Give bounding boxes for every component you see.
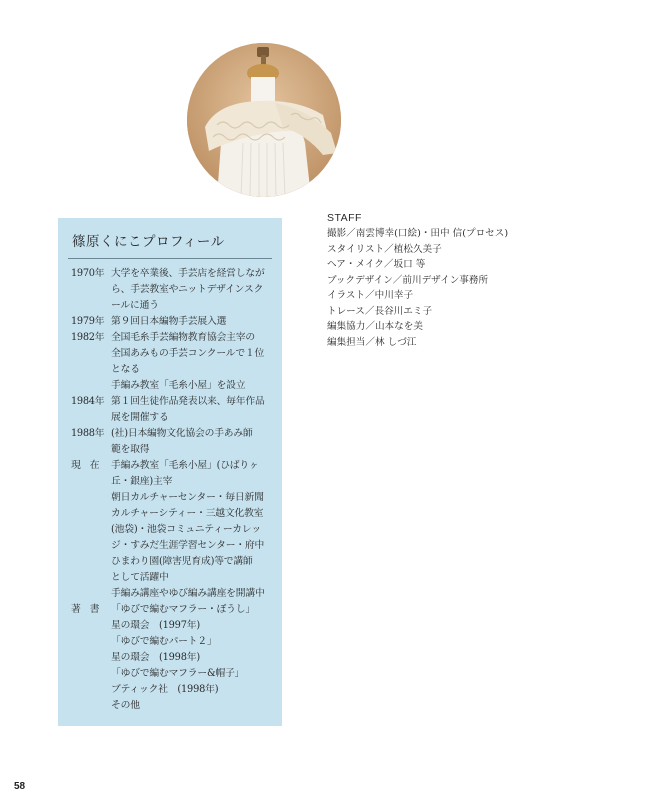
entry-line: 第１回生徒作品発表以来、毎年作品 <box>111 396 265 407</box>
scarf-illustration <box>187 43 341 197</box>
entry-line: ールに通う <box>111 300 159 311</box>
entry-year: 現在 <box>71 460 109 471</box>
entry-line: 星の環会 (1997年) <box>111 620 200 631</box>
entry-line: 手編み教室「毛糸小屋」(ひばりヶ <box>111 460 259 471</box>
entry-line: ジ・すみだ生涯学習センター・府中 <box>111 540 265 551</box>
staff-credit-line: スタイリスト／植松久美子 <box>327 243 442 255</box>
entry-line: として活躍中 <box>111 572 169 583</box>
entry-line: 全国毛糸手芸編物教育協会主宰の <box>111 332 255 343</box>
entry-line: 丘・銀座)主宰 <box>111 476 173 487</box>
staff-credits <box>327 210 567 350</box>
profile-entry-1984 <box>71 394 279 426</box>
entry-line: ブティック社 (1998年) <box>111 684 219 695</box>
entry-year: 1970年 <box>71 268 105 279</box>
profile-divider <box>68 258 272 259</box>
entry-line: (池袋)・池袋コミュニティーカレッ <box>111 524 261 535</box>
staff-credit-line: イラスト／中川幸子 <box>327 290 414 301</box>
staff-credit-line: ブックデザイン／前川デザイン事務所 <box>327 274 489 286</box>
entry-year: 1988年 <box>71 428 105 439</box>
entry-line: その他 <box>111 700 140 711</box>
entry-line: 「ゆびで編むマフラー・ぼうし」 <box>111 604 255 615</box>
entry-line: となる <box>111 364 140 375</box>
entry-line: 展を開催する <box>111 412 169 423</box>
entry-line: 朝日カルチャーセンター・毎日新聞 <box>111 492 264 503</box>
staff-credit-line: ヘア・メイク／坂口 等 <box>327 259 426 270</box>
entry-line: (社)日本編物文化協会の手あみ師 <box>111 428 253 439</box>
entry-line: ら、手芸教室やニットデザインスク <box>111 284 264 295</box>
staff-heading: STAFF <box>327 212 362 224</box>
entry-line: 第９回日本編物手芸展入選 <box>111 316 227 327</box>
entry-line: カルチャーシティー・三越文化教室 <box>111 508 264 519</box>
staff-credit-line: 編集担当／林 しづ江 <box>327 336 417 348</box>
entry-line: 大学を卒業後、手芸店を経営しなが <box>111 268 265 279</box>
staff-credit-line: 編集協力／山本なを美 <box>327 321 423 332</box>
profile-entry-1982 <box>71 330 279 394</box>
profile-entry-1988 <box>71 426 279 458</box>
entry-year: 著書 <box>71 604 109 615</box>
staff-credit-line: 撮影／南雲博幸(口絵)・田中 信(プロセス) <box>327 228 509 239</box>
profile-box <box>58 218 282 726</box>
entry-line: ひまわり園(障害児育成)等で講師 <box>111 556 253 567</box>
entry-year: 1984年 <box>71 396 105 407</box>
page-number: 58 <box>14 781 26 792</box>
entry-line: 「ゆびで編むパート２」 <box>111 636 217 647</box>
entry-line: 「ゆびで編むマフラー&帽子」 <box>111 668 245 679</box>
entry-line: 手編み教室「毛糸小屋」を設立 <box>111 380 246 391</box>
entry-year: 1982年 <box>71 332 105 343</box>
entry-line: 星の環会 (1998年) <box>111 652 200 663</box>
entry-line: 範を取得 <box>111 444 150 455</box>
staff-credit-line: トレース／長谷川エミ子 <box>327 305 433 317</box>
mannequin-scarf-photo <box>187 43 341 197</box>
profile-entry-books <box>71 602 279 714</box>
entry-line: 全国あみもの手芸コンクールで１位 <box>111 348 265 359</box>
profile-entries <box>71 266 279 714</box>
profile-entry-current <box>71 458 279 602</box>
profile-title: 篠原くにこプロフィール <box>72 234 225 250</box>
profile-entry-1979 <box>71 314 279 330</box>
profile-entry-1970 <box>71 266 279 314</box>
entry-line: 手編み講座やゆび編み講座を開講中 <box>111 588 265 599</box>
entry-year: 1979年 <box>71 316 105 327</box>
